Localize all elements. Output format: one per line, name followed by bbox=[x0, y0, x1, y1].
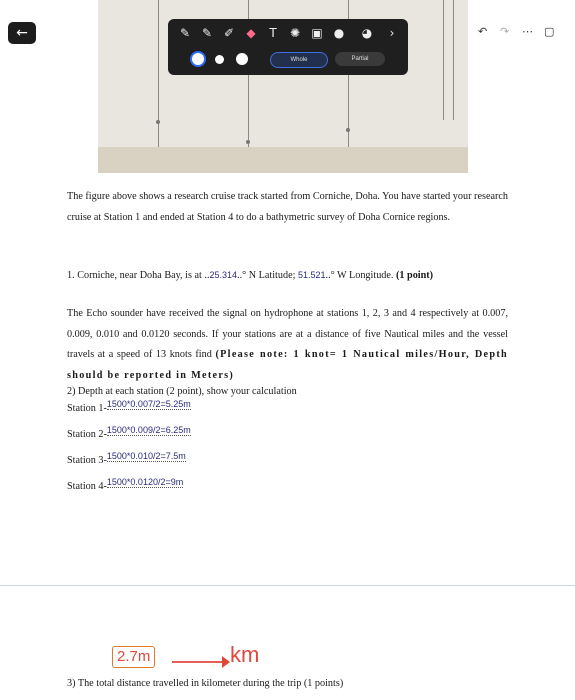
question-3: 3) The total distance travelled in kilometer during the trip (1 points) bbox=[67, 678, 344, 689]
station-answer: 1500*0.0120/2=9m bbox=[106, 477, 184, 487]
mic-icon[interactable]: ● bbox=[333, 26, 345, 40]
redo-icon[interactable]: ↷ bbox=[500, 25, 510, 38]
station-answer: 1500*0.009/2=6.25m bbox=[106, 425, 191, 435]
echo-text: The Echo sounder have received the signal on hydrophone at stations 1, 2, 3 and 4 respectively at 0.007, 0.009, 0.010 and 0.0120 seconds. If your stations are at a distance of five Nautical miles and the vessel travels at a speed of 13 knots find bbox=[67, 308, 508, 360]
question-2: 2) Depth at each station (2 point), show your calculation bbox=[67, 386, 297, 397]
station-answer: 1500*0.007/2=5.25m bbox=[106, 399, 191, 409]
highlighter-icon[interactable]: ✐ bbox=[223, 26, 235, 40]
color-swatch-selected[interactable] bbox=[192, 53, 204, 65]
undo-icon[interactable]: ↶ bbox=[478, 25, 488, 38]
q1-suffix: ..° W Longitude. bbox=[325, 270, 394, 281]
question-1 bbox=[67, 265, 527, 287]
station-label: Station 1- bbox=[67, 403, 107, 414]
latitude-answer: 25.314 bbox=[209, 270, 238, 280]
pages-icon[interactable]: ▢ bbox=[544, 25, 555, 38]
eraser-icon[interactable]: ◆ bbox=[246, 26, 256, 40]
pen2-icon[interactable]: ✎ bbox=[201, 26, 213, 40]
page-divider bbox=[0, 585, 575, 586]
more-icon[interactable]: ⋯ bbox=[522, 25, 533, 38]
chevron-right-icon[interactable]: › bbox=[389, 26, 395, 40]
color-swatch[interactable] bbox=[215, 55, 224, 64]
back-button[interactable] bbox=[8, 22, 36, 44]
station-row bbox=[67, 477, 191, 507]
q1-mid: ..° N Latitude; bbox=[237, 270, 298, 281]
knot-note: (Please note: 1 knot= 1 Nautical miles/Hour, Depth should be reported in Meters) bbox=[67, 349, 509, 381]
intro-paragraph: The figure above shows a research cruise track started from Corniche, Doha. You have started your research cruise at Station 1 and ended at Station 4 to do a bathymetric survey of Doha Cornice regions. bbox=[67, 191, 508, 223]
station-list bbox=[67, 399, 191, 507]
longitude-answer: 51.521 bbox=[297, 270, 326, 280]
pen-icon[interactable]: ✎ bbox=[179, 26, 191, 40]
lasso-icon[interactable]: ✺ bbox=[289, 26, 301, 40]
station-label: Station 4- bbox=[67, 481, 107, 492]
handwritten-boxed-answer: 2.7m bbox=[112, 646, 155, 668]
station-answer: 1500*0.010/2=7.5m bbox=[106, 451, 186, 461]
color-swatch[interactable] bbox=[236, 53, 248, 65]
q1-prefix: 1. Corniche, near Doha Bay, is at .. bbox=[67, 270, 210, 281]
right-toolbar bbox=[470, 23, 565, 45]
text-icon[interactable]: T bbox=[269, 26, 277, 40]
station-label: Station 2- bbox=[67, 429, 107, 440]
q1-points: (1 point) bbox=[396, 270, 434, 281]
handwritten-arrow-icon bbox=[170, 650, 232, 670]
image-icon[interactable]: ▣ bbox=[311, 26, 323, 40]
handwritten-unit: km bbox=[230, 642, 260, 667]
partial-label: Partial bbox=[351, 56, 369, 62]
echo-paragraph bbox=[67, 304, 508, 386]
whole-label: Whole bbox=[290, 57, 308, 63]
partial-mode-button[interactable] bbox=[335, 52, 385, 66]
back-arrow-icon: ← bbox=[16, 25, 28, 41]
whole-mode-button[interactable] bbox=[270, 52, 328, 68]
station-label: Station 3- bbox=[67, 455, 107, 466]
color-icon[interactable]: ◕ bbox=[361, 26, 373, 40]
